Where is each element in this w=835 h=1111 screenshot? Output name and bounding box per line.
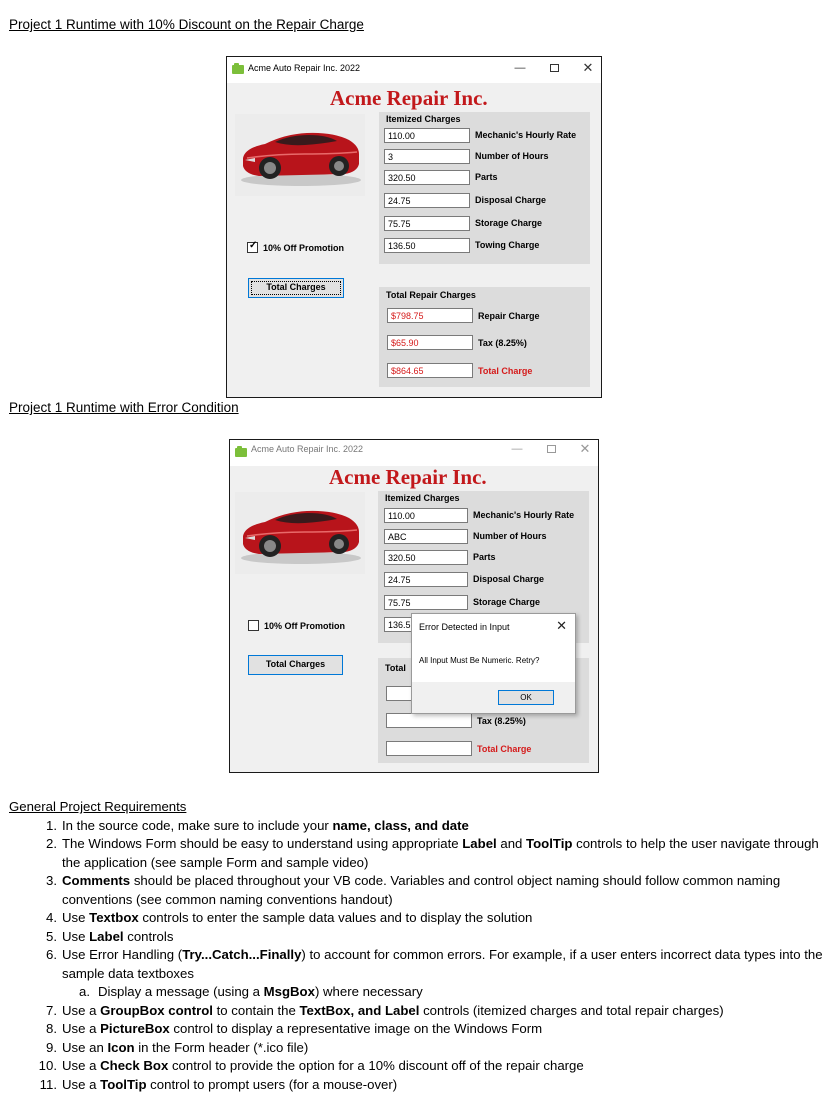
requirement-item — [9, 1076, 824, 1095]
requirement-item — [9, 872, 824, 909]
requirement-text: Use — [62, 928, 90, 944]
requirement-emphasis: PictureBox — [100, 1021, 170, 1036]
requirement-number: 2. — [46, 836, 57, 851]
requirement-emphasis: ToolTip — [100, 1076, 147, 1092]
requirements-list — [9, 817, 824, 1095]
window-title: Acme Auto Repair Inc. 2022 — [248, 63, 361, 73]
requirement-number: 9. — [46, 1039, 57, 1055]
requirement-text: should be placed throughout your VB code. Variables and control object naming should follow common naming conventions (see common naming conventions handout) — [62, 873, 781, 907]
requirement-number: 11. — [39, 1076, 57, 1092]
requirement-text: controls (itemized charges and total repair charges) — [419, 1002, 724, 1018]
requirement-item — [9, 1002, 824, 1021]
storage-label: Storage Charge — [475, 218, 543, 228]
msgbox-text: All Input Must Be Numeric. Retry? — [419, 656, 540, 665]
disposal-label: Disposal Charge — [475, 195, 547, 205]
requirement-text: in the Form header (*.ico file) — [134, 1039, 309, 1055]
towing-input[interactable]: 136.50 — [384, 238, 470, 253]
app-title: Acme Repair Inc. — [330, 86, 488, 110]
disposal-input[interactable]: 24.75 — [384, 193, 470, 208]
towing-input[interactable]: 136.5 — [384, 617, 468, 632]
section-heading-error: Project 1 Runtime with Error Condition — [9, 400, 239, 415]
requirement-text: Display a message (using a — [98, 984, 264, 999]
checkbox-box[interactable] — [248, 620, 259, 631]
app-title: Acme Repair Inc. — [329, 465, 487, 489]
hourly-rate-input[interactable]: 110.00 — [384, 508, 468, 523]
disposal-input[interactable]: 24.75 — [384, 572, 468, 587]
requirement-item — [9, 909, 824, 928]
form-window-discount — [226, 56, 602, 398]
minimize-icon[interactable]: — — [514, 62, 526, 74]
requirement-number: a. — [79, 984, 90, 999]
parts-label: Parts — [475, 172, 498, 182]
itemized-charges-group — [379, 112, 590, 264]
hourly-rate-label: Mechanic's Hourly Rate — [473, 510, 575, 520]
towing-label: Towing Charge — [475, 240, 540, 250]
requirement-emphasis: Check Box — [100, 1058, 169, 1073]
requirement-text: ) to account for common errors. For example, if a user enters incorrect data types into the sample data textboxes — [62, 947, 823, 981]
requirement-text: Use — [62, 910, 90, 925]
app-icon — [235, 448, 247, 457]
tax-label: Tax (8.25%) — [477, 716, 526, 726]
storage-input[interactable]: 75.75 — [384, 595, 468, 610]
requirement-emphasis: name, class, and date — [332, 817, 469, 833]
repair-charge-label: Repair Charge — [478, 311, 540, 321]
requirement-item — [9, 946, 824, 983]
requirement-item — [9, 1057, 824, 1076]
error-message-box — [411, 613, 576, 714]
close-icon[interactable]: ✕ — [582, 60, 594, 75]
requirement-item — [9, 983, 824, 1002]
requirement-number: 6. — [46, 947, 57, 962]
hours-input[interactable]: 3 — [384, 149, 470, 164]
requirement-text: Use a — [62, 1058, 101, 1073]
requirement-text: Use a — [62, 1021, 101, 1036]
tax-label: Tax (8.25%) — [478, 338, 527, 348]
requirement-item — [9, 835, 824, 872]
requirement-text: Use a — [62, 1076, 101, 1092]
total-repair-charges-title: Total — [385, 663, 406, 673]
requirement-number: 3. — [46, 873, 57, 888]
checkbox-box[interactable] — [247, 242, 258, 253]
requirement-text: ) where necessary — [314, 984, 423, 999]
requirement-item — [9, 1020, 824, 1039]
requirement-text: control to display a representative image on the Windows Form — [169, 1021, 543, 1036]
requirement-number: 1. — [46, 817, 57, 833]
title-bar — [227, 57, 601, 83]
requirement-text: Use a — [62, 1002, 101, 1018]
total-charge-output[interactable]: $864.65 — [387, 363, 473, 378]
app-icon — [232, 65, 244, 74]
requirement-number: 10. — [38, 1058, 57, 1073]
requirement-number: 7. — [46, 1002, 57, 1018]
car-picture — [235, 114, 365, 196]
total-repair-charges-title: Total Repair Charges — [386, 290, 476, 300]
requirements-section — [9, 798, 824, 1094]
disposal-label: Disposal Charge — [473, 574, 545, 584]
requirement-emphasis: ToolTip — [526, 836, 573, 851]
requirements-title: General Project Requirements — [9, 799, 187, 814]
requirement-text: control to provide the option for a 10% discount off of the repair charge — [168, 1058, 584, 1073]
requirement-text: In the source code, make sure to include your — [62, 817, 333, 833]
promo-checkbox[interactable] — [248, 620, 345, 631]
requirement-emphasis: Try...Catch...Finally — [182, 947, 302, 962]
minimize-icon[interactable]: — — [511, 443, 523, 455]
promo-label: 10% Off Promotion — [264, 620, 346, 631]
hourly-rate-input[interactable]: 110.00 — [384, 128, 470, 143]
requirement-emphasis: Label — [462, 836, 497, 851]
storage-input[interactable]: 75.75 — [384, 216, 470, 231]
parts-input[interactable]: 320.50 — [384, 550, 468, 565]
title-bar — [230, 440, 598, 466]
form-window-error — [229, 439, 599, 773]
msgbox-close-icon[interactable]: ✕ — [556, 618, 567, 633]
maximize-icon[interactable] — [544, 442, 558, 456]
requirement-text: controls — [123, 928, 174, 944]
requirement-item — [9, 1039, 824, 1058]
hours-label: Number of Hours — [473, 531, 547, 541]
requirement-text: Use Error Handling ( — [62, 947, 183, 962]
car-image — [235, 492, 365, 574]
requirement-emphasis: Textbox — [89, 910, 139, 925]
parts-input[interactable]: 320.50 — [384, 170, 470, 185]
section-heading-discount: Project 1 Runtime with 10% Discount on the Repair Charge — [9, 17, 364, 32]
requirement-text: controls to help the user navigate through the application (see sample Form and sample video) — [62, 836, 819, 870]
promo-checkbox[interactable] — [247, 242, 344, 253]
itemized-charges-title: Itemized Charges — [386, 114, 461, 124]
requirement-number: 5. — [46, 928, 57, 944]
requirement-text: and — [496, 836, 527, 851]
itemized-charges-title: Itemized Charges — [385, 493, 460, 503]
total-charges-button[interactable]: Total Charges — [248, 278, 344, 298]
tax-output[interactable]: $65.90 — [387, 335, 473, 350]
msgbox-footer — [412, 682, 575, 713]
total-charges-button[interactable]: Total Charges — [248, 655, 343, 675]
total-charge-label: Total Charge — [477, 744, 532, 754]
requirement-emphasis: Comments — [62, 873, 131, 888]
requirement-text: control to prompt users (for a mouse-over) — [146, 1076, 398, 1092]
car-picture — [235, 492, 365, 574]
hourly-rate-label: Mechanic's Hourly Rate — [475, 130, 577, 140]
requirement-item — [9, 817, 824, 836]
total-repair-charges-group — [379, 287, 590, 387]
hours-input[interactable]: ABC — [384, 529, 468, 544]
requirement-text: The Windows Form should be easy to understand using appropriate — [62, 836, 463, 851]
window-title: Acme Auto Repair Inc. 2022 — [251, 444, 364, 454]
hours-label: Number of Hours — [475, 151, 549, 161]
requirement-text: to contain the — [212, 1002, 300, 1018]
msgbox-title: Error Detected in Input — [419, 622, 510, 632]
requirement-emphasis: TextBox, and Label — [299, 1002, 420, 1018]
requirement-emphasis: GroupBox control — [100, 1002, 213, 1018]
maximize-icon[interactable] — [547, 61, 561, 75]
requirement-emphasis: Icon — [107, 1039, 135, 1055]
requirement-emphasis: Label — [89, 928, 124, 944]
tax-output[interactable] — [386, 713, 472, 728]
ok-button[interactable]: OK — [498, 690, 554, 705]
requirement-item — [9, 928, 824, 947]
repair-charge-output[interactable]: $798.75 — [387, 308, 473, 323]
total-charge-label: Total Charge — [478, 366, 533, 376]
parts-label: Parts — [473, 552, 496, 562]
total-charge-output[interactable] — [386, 741, 472, 756]
storage-label: Storage Charge — [473, 597, 541, 607]
requirement-number: 4. — [46, 910, 57, 925]
close-icon[interactable]: ✕ — [579, 441, 591, 456]
requirement-text: Use an — [62, 1039, 108, 1055]
requirement-text: controls to enter the sample data values and to display the solution — [138, 910, 533, 925]
requirement-emphasis: MsgBox — [263, 984, 315, 999]
requirement-number: 8. — [46, 1021, 57, 1036]
car-image — [235, 114, 365, 196]
promo-label: 10% Off Promotion — [263, 242, 345, 253]
